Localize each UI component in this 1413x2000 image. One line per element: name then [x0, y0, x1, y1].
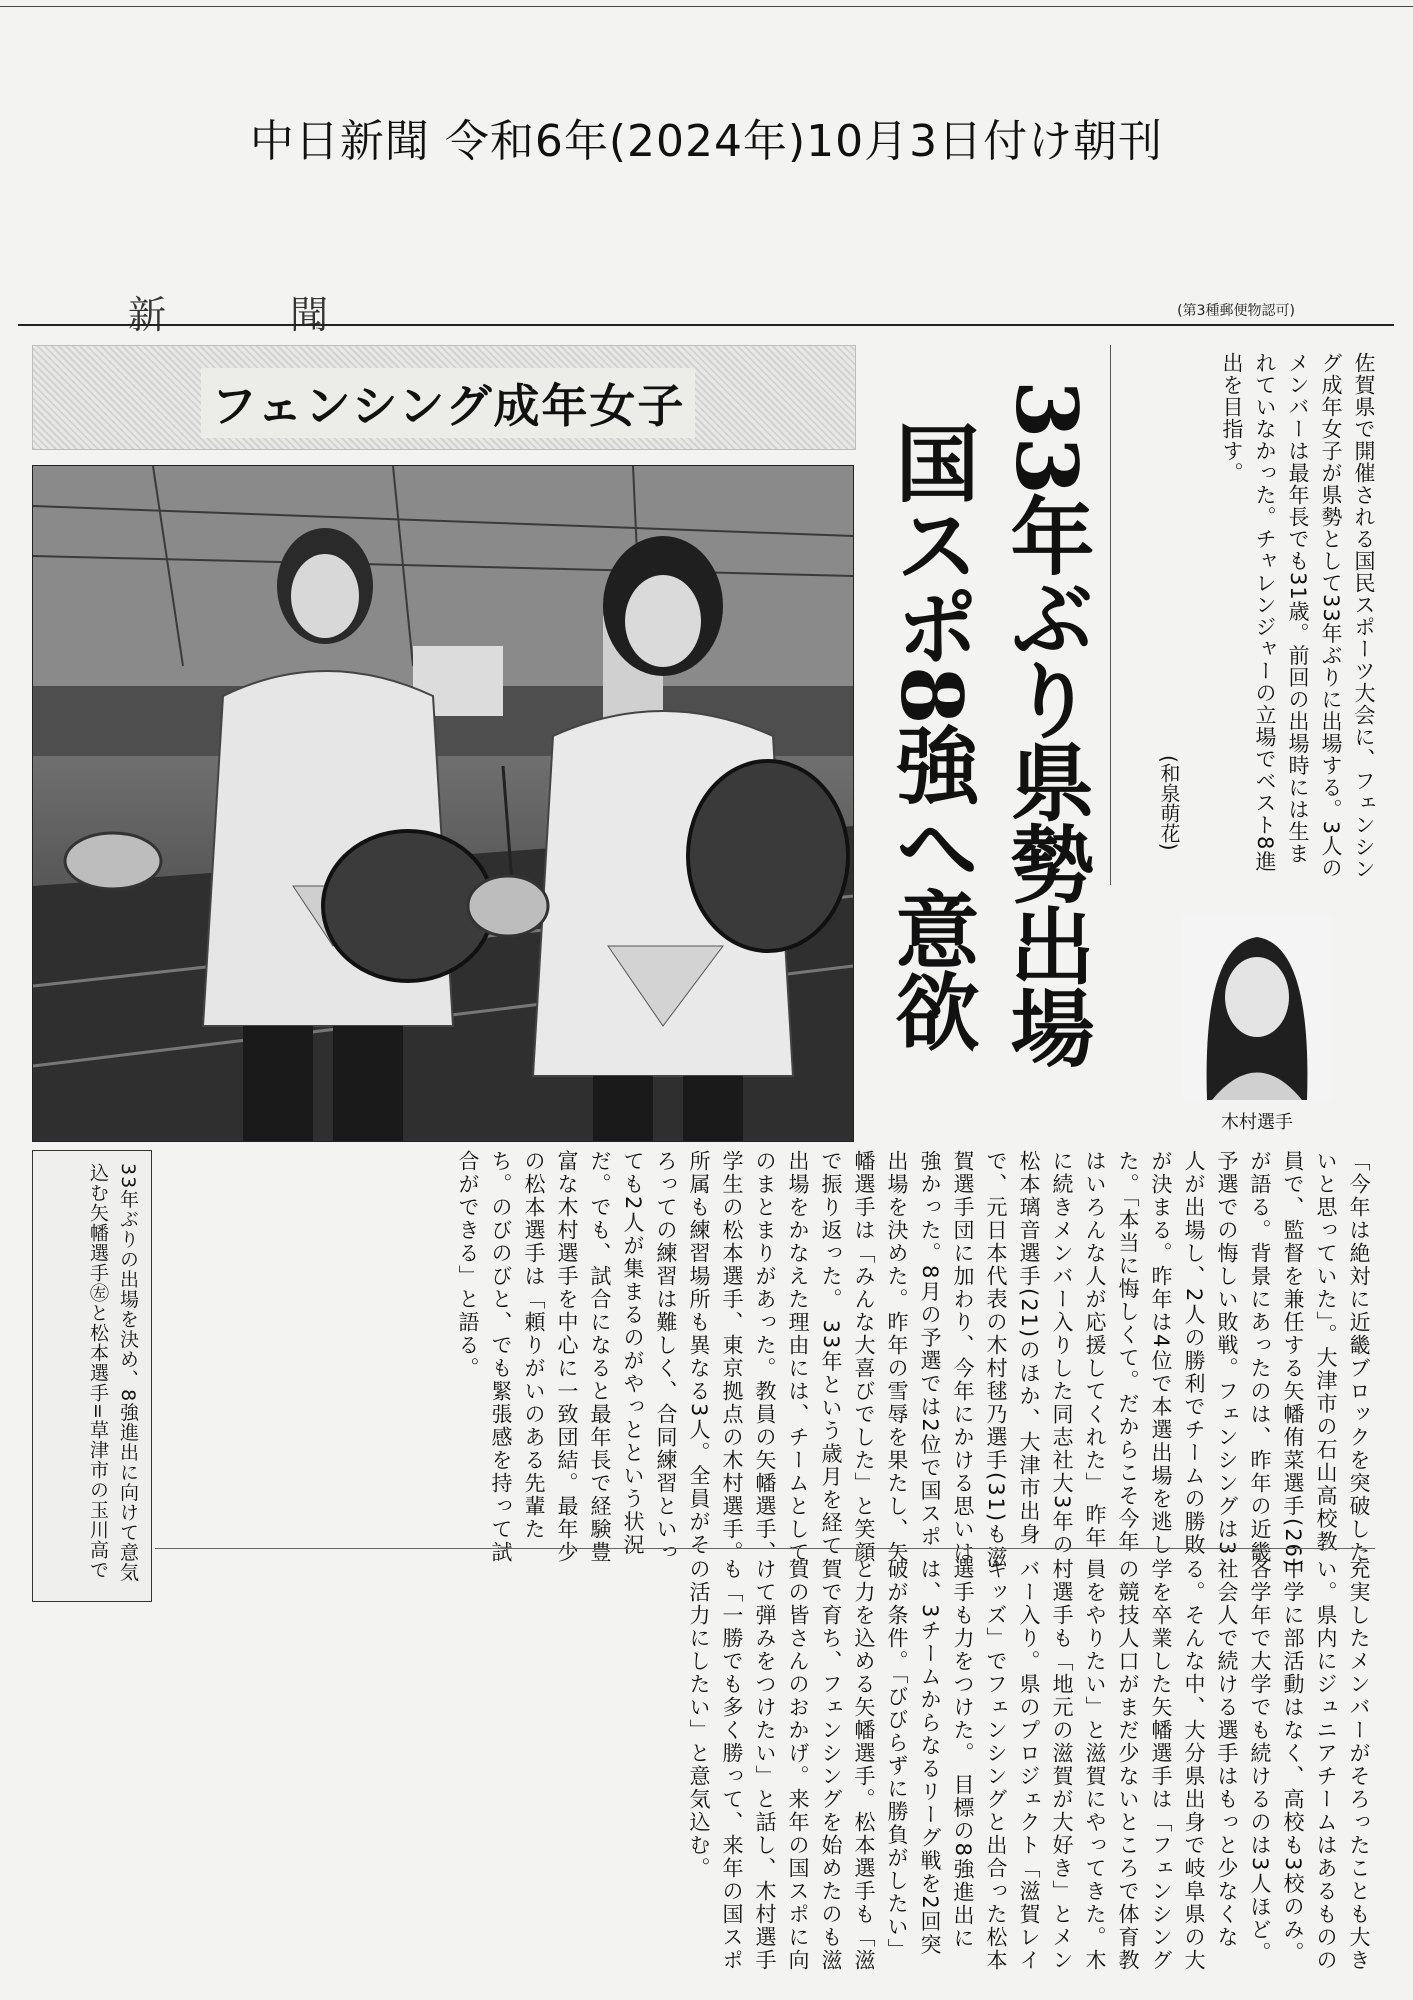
lead-paragraph — [1110, 352, 1380, 882]
headline-line-1: 33年ぶり県勢出場 — [997, 380, 1096, 1067]
photo-caption: 33年ぶりの出場を決め、8強進出に向けて意気込む矢幡選手㊧と松本選手=草津市の玉川高で — [87, 1163, 139, 1583]
headline-line-2: 国スポ8強へ意欲 — [882, 420, 981, 1051]
byline: (和泉萌花) — [1157, 755, 1181, 851]
fencers-photo — [32, 465, 854, 1142]
source-line: 中日新聞 令和6年(2024年)10月3日付け朝刊 — [249, 116, 1164, 167]
article-body-upper: 「今年は絶対に近畿ブロックを突破したいと思っていた」。大津市の石山高校教員で、監督を兼任する矢幡侑菜選手(26)が語る。背景にあったのは、昨年の近畿予選での悔しい敗戦。フェンシングは3人が出場し、2人の勝利でチームの勝敗が決まる。昨年は4位で本選出場を逃した。「本当に悔しくて。だからこそ今年はいろんな人が応援してくれた」 昨年に続きメンバー入りした同志社大3年の松本璃音選手(21)のほか、大津市出身で、元日本代表の木村毬乃選手(31)も滋賀選手団に加わり、今年にかける思いは強かった。8月の予選では2位で国スポ出場を決めた。昨年の雪辱を果たし、矢幡選手は「みんな大喜びでした」と笑顔で振り返った。 33年という歳月を経て出場をかなえた理由には、チームとしてのまとまりがあった。教員の矢幡選手、学生の松本選手、東京拠点の木村選手。所属も練習場所も異なる3人。全員がそろっての練習は難しく、合同練習といっても2人が集まるのがやっとという状況だ。でも、試合になると最年長で経験豊富な木村選手を中心に一致団結。最年少の松本選手は「頼りがいのある先輩たち。のびのびと、でも緊張感を持って試合ができる」と語る。 — [456, 1150, 1371, 1570]
section-banner — [32, 345, 856, 450]
photo-caption-box — [32, 1150, 152, 1602]
postal-approval-note: (第3種郵便物認可) — [1177, 303, 1295, 319]
lead-text: 佐賀県で開催される国民スポーツ大会に、フェンシング成年女子が県勢として33年ぶりに出場する。3人のメンバーは最年長でも31歳。前回の出場時には生まれていなかった。チャレンジャーの立場でベスト8進出を目指す。 — [1220, 352, 1376, 880]
top-border — [0, 6, 1413, 7]
newspaper-masthead: 新 聞 — [128, 293, 385, 337]
column-rule — [155, 1548, 1375, 1549]
masthead-rule — [18, 324, 1394, 326]
portrait-caption: 木村選手 — [1221, 1112, 1293, 1133]
section-banner-title: フェンシング成年女子 — [201, 368, 695, 438]
kimura-portrait — [1182, 915, 1332, 1100]
article-body-lower: 充実したメンバーがそろったことも大きい。県内にジュニアチームはあるものの中学に部活動はなく、高校も3校のみ。各学年で大学でも続けるのは3人ほど。社会人で続ける選手はもっと少なくなる。そんな中、大分県出身で岐阜県の大学を卒業した矢幡選手は「フェンシングの競技人口がまだ少ないところで体育教員をやりたい」と滋賀にやってきた。木村選手も「地元の滋賀が大好き」とメンバー入り。県のプロジェクト「滋賀レイキッズ」でフェンシングと出合った松本選手も力をつけた。 目標の8強進出には、3チームからなるリーグ戦を2回突破が条件。「びびらずに勝負がしたい」と力を込める矢幡選手。松本選手も「滋賀で育ち、フェンシングを始めたのも滋賀の皆さんのおかげ。来年の国スポに向けて弾みをつけたい」と話し、木村選手も「一勝でも多く勝って、来年の国スポの活力にしたい」と意気込む。 — [687, 1558, 1371, 1972]
